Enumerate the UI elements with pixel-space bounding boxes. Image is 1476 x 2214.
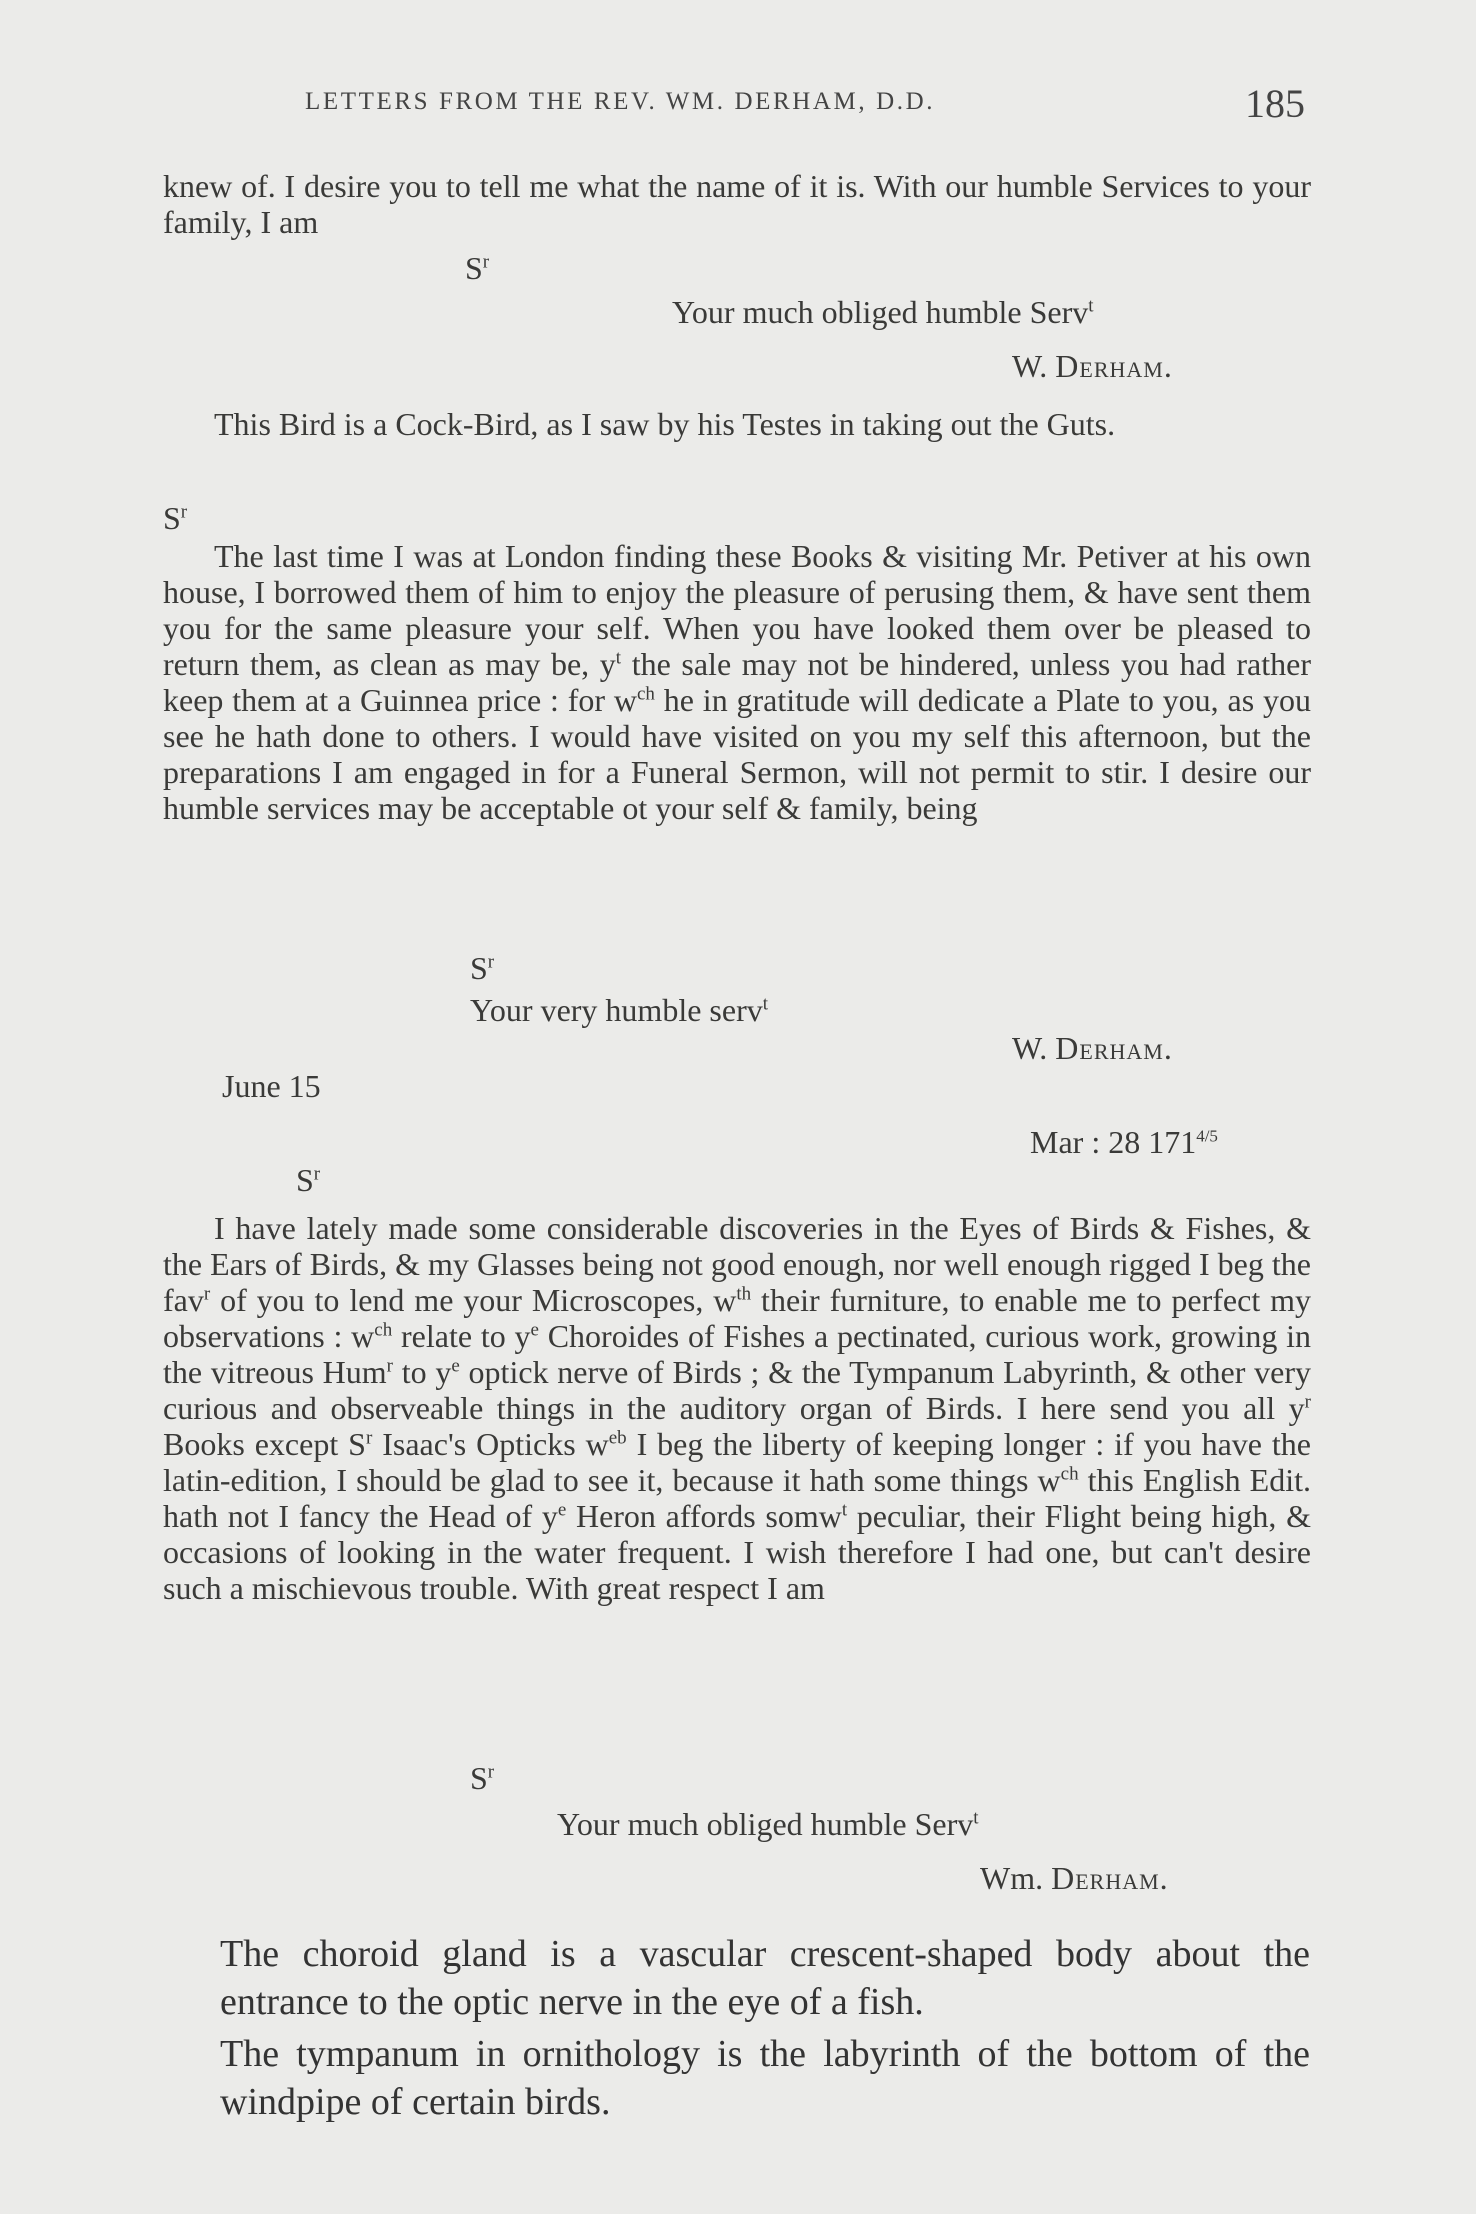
body-text-segment: relate to y [392,1318,531,1354]
body-superscript: r [203,1283,211,1305]
body-superscript: e [451,1355,460,1377]
signature-initial: Wm. [980,1860,1052,1896]
salutation-sup: r [482,251,490,273]
letter2-salutation [470,950,494,986]
date-fraction: 4/5 [1196,1126,1218,1146]
salutation-sup: r [487,1761,495,1783]
closing-sup: t [973,1807,979,1829]
body-superscript: th [736,1283,752,1305]
opening-sup: r [180,501,188,523]
opening-s: S [296,1162,314,1198]
body-text-segment: peculiar, their Flight being high, & occasions of looking in the water frequent. I wish therefore I had one, but can't desire such a mischievous trouble. With great respect I am [163,1498,1312,1606]
letter2-date: June 15 [222,1068,321,1104]
body-text-segment: of you to lend me your Microscopes, w [210,1282,737,1318]
closing-sup: t [1088,295,1094,317]
body-superscript: ch [1060,1463,1079,1485]
running-head: LETTERS FROM THE REV. WM. DERHAM, D.D. [305,88,936,115]
letter3-opening [296,1162,320,1198]
letter3-closing [557,1806,979,1842]
closing-text: Your very humble serv [470,992,763,1028]
letter3-body [163,1210,1311,1606]
letter3-signature [980,1860,1169,1896]
body-superscript: r [365,1427,373,1449]
salutation-s: S [470,950,488,986]
letter3-date [1030,1124,1218,1160]
body-text-segment: Heron affords somw [566,1498,842,1534]
letter2-body-part2: the sale may not be hindered, unless you had rather keep them at a Guinnea price : for w [163,646,1312,718]
letter2-signature [1012,1030,1173,1066]
letter2-closing [470,992,768,1028]
body-superscript: r [1304,1391,1311,1413]
body-superscript: r [386,1355,393,1377]
salutation-s: S [465,250,483,286]
closing-text: Your much obliged humble Serv [672,294,1089,330]
body-superscript: eb [608,1427,627,1449]
letter2-body-part1: The last time I was at London finding these Books & visiting Mr. Petiver at his own house, I borrowed them of him to enjoy the pleasure of perusing them, & have sent them you for the same pleasure your self. When you have looked them over be pleased to return them, as clean as may be, y [163,538,1311,682]
letter2-body [163,538,1311,826]
salutation-sup: r [487,951,495,973]
body-superscript: e [557,1499,567,1521]
date-text: Mar : 28 171 [1030,1124,1197,1160]
body-text-segment: optick nerve of Birds ; & the Tympanum Labyrinth, & other very curious and observeable things in the auditory organ of Birds. I here send you all y [163,1354,1312,1426]
body-text-segment: I beg the liberty of keeping longer : if you have the latin-edition, I should be glad to see it, because it hath some things w [163,1426,1312,1498]
closing-sup: t [762,993,768,1015]
opening-s: S [163,500,181,536]
body-text-segment: Isaac's Opticks w [372,1426,609,1462]
body-text-segment: I have lately made some considerable discoveries in the Eyes of Birds & Fishes, & the Ears of Birds, & my Glasses being not good enough, nor well enough rigged I beg the fav [163,1210,1311,1318]
letter1-signature [1012,348,1173,384]
signature-name: Derham. [1055,348,1173,384]
body-text-segment: Books except S [163,1426,366,1462]
body-superscript: ch [374,1319,393,1341]
sup-wch: ch [637,683,655,705]
letter2-opening [163,500,187,536]
note-choroid: The choroid gland is a vascular crescent-shaped body about the entrance to the optic nerve in the eye of a fish. [220,1933,1310,2023]
signature-initial: W. [1012,1030,1056,1066]
body-superscript: e [530,1319,539,1341]
signature-name: Derham. [1055,1030,1173,1066]
letter1-closing [672,294,1094,330]
letter1-body: knew of. I desire you to tell me what the name of it is. With our humble Services to your family, I am [163,168,1311,240]
body-text-segment: their furniture, to enable me to perfect my observations : w [163,1282,1311,1354]
body-text-segment: to y [393,1354,452,1390]
note-tympanum: The tympanum in ornithology is the labyrinth of the bottom of the windpipe of certain birds. [220,2033,1310,2123]
salutation-s: S [470,1760,488,1796]
page-number: 185 [1245,81,1305,126]
letter2-body-part3: he in gratitude will dedicate a Plate to you, as you see he hath done to others. I would have visited on you my self this afternoon, but the preparations I am engaged in for a Funeral Sermon, will not permit to stir. I desire our humble services may be acceptable ot your self & family, being [163,682,1312,826]
closing-text: Your much obliged humble Serv [557,1806,974,1842]
signature-initial: W. [1012,348,1056,384]
editorial-notes [220,1930,1310,2130]
opening-sup: r [313,1163,321,1185]
letter1-salutation [465,250,489,286]
signature-name: Derham. [1051,1860,1169,1896]
body-text-segment: Choroides of Fishes a pectinated, curious work, growing in the vitreous Hum [163,1318,1312,1390]
letter1-postscript: This Bird is a Cock-Bird, as I saw by his Testes in taking out the Guts. [214,406,1116,442]
letter3-salutation [470,1760,494,1796]
sup-yt: t [615,647,622,669]
body-text-segment: this English Edit. hath not I fancy the Head of y [163,1462,1312,1534]
body-superscript: t [841,1499,848,1521]
